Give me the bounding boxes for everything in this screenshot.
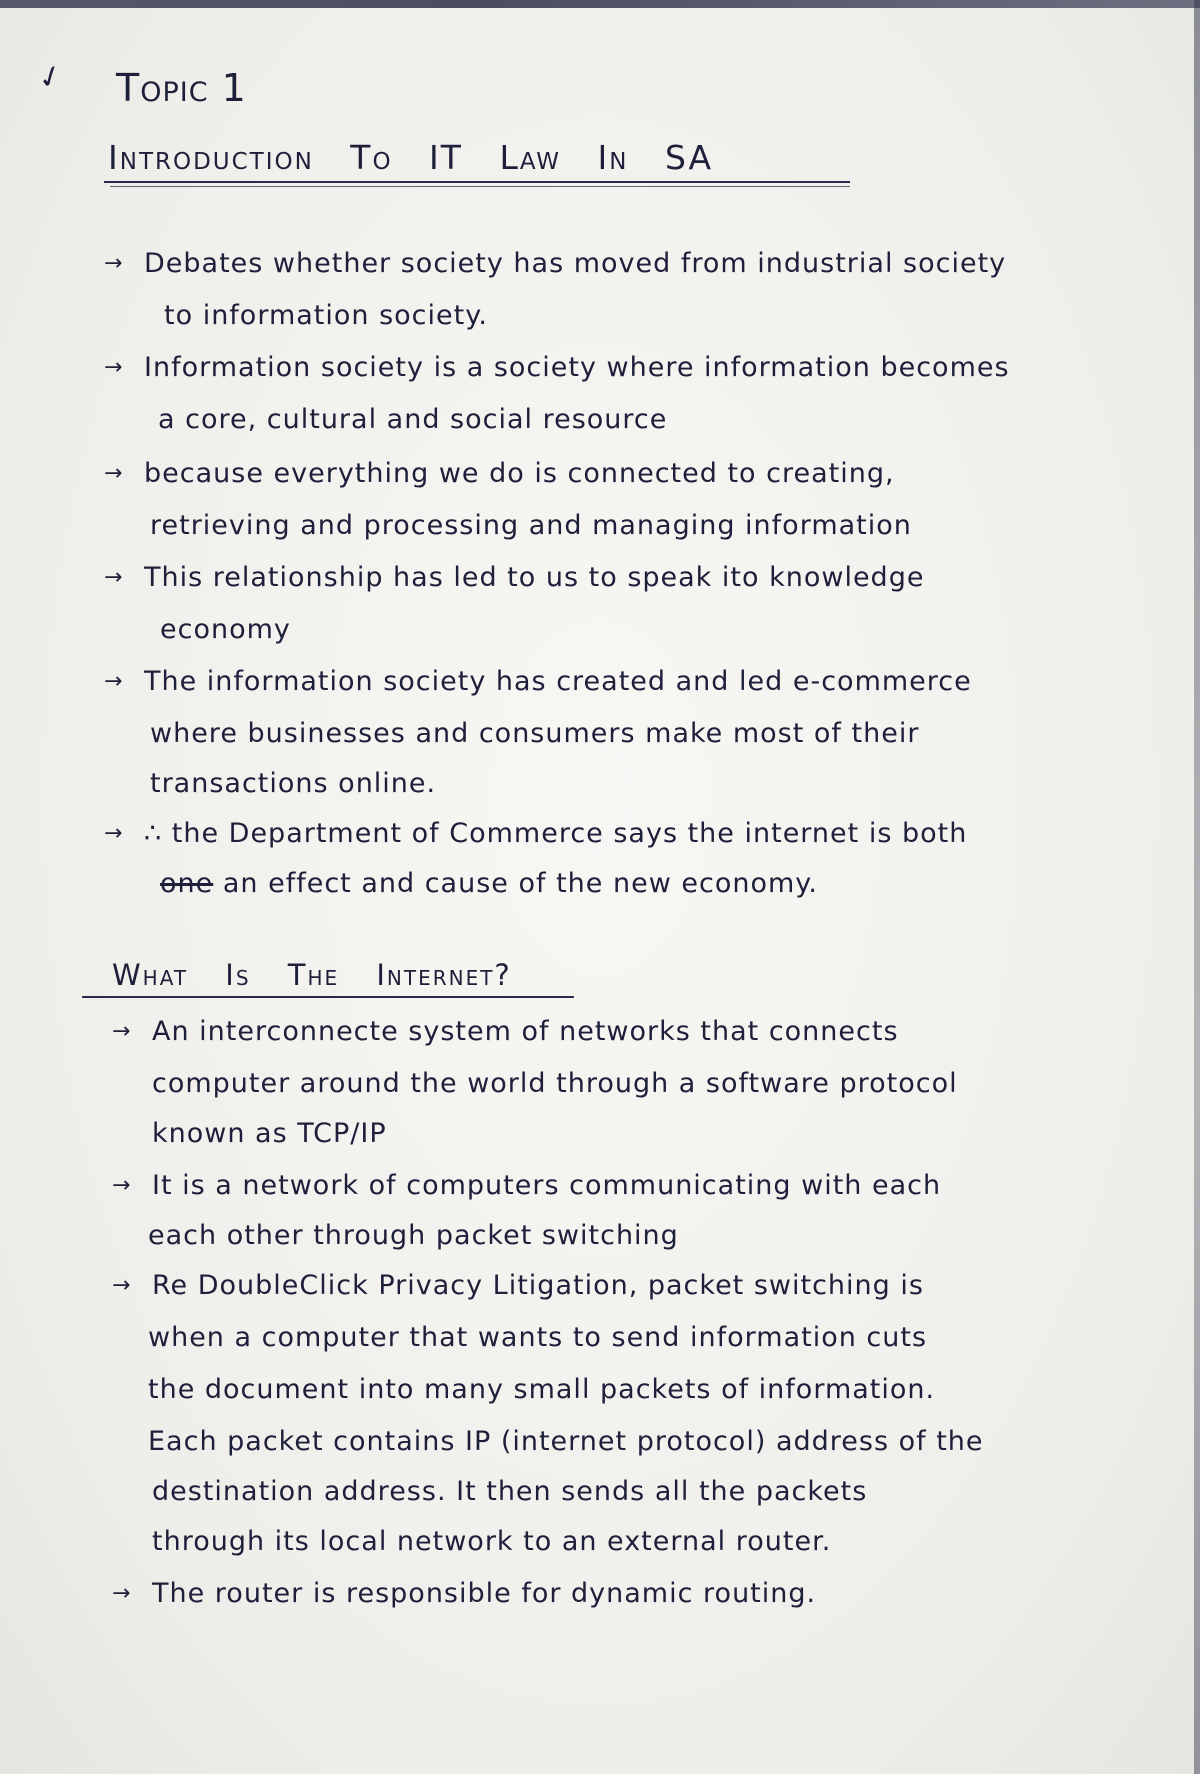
arrow-bullet-icon: → [104,821,124,846]
internet-line [112,1578,816,1614]
intro-line [150,510,912,546]
internet-line [148,1374,935,1410]
arrow-bullet-icon: → [104,355,124,380]
internet-line [152,1068,958,1104]
intro-line-text: The information society has created and led e-commerce [144,666,972,697]
internet-line-text: It is a network of computers communicating with each [152,1170,942,1201]
internet-line [112,1170,941,1206]
internet-line [112,1270,924,1306]
topic-label: Topic 1 [116,66,247,110]
intro-line-text: because everything we do is connected to creating, [144,458,895,489]
intro-line-text: retrieving and processing and managing information [150,510,912,541]
intro-line [150,768,436,804]
intro-line [160,614,291,650]
title-underline [104,181,850,183]
internet-line [152,1476,867,1512]
intro-line-text: a core, cultural and social resource [158,404,668,435]
internet-line [148,1322,927,1358]
internet-line [112,1016,899,1052]
arrow-bullet-icon: → [104,565,124,590]
intro-line [104,352,1010,388]
intro-line-text: ∴ the Department of Commerce says the internet is both [144,818,968,849]
intro-line-text: economy [160,614,291,645]
internet-line-text: when a computer that wants to send information cuts [148,1322,928,1353]
internet-line-text: Each packet contains IP (internet protocol) address of the [148,1426,984,1457]
internet-line [152,1118,387,1154]
intro-line [164,300,488,336]
tick-mark: ✓ [32,56,69,99]
arrow-bullet-icon: → [112,1581,132,1606]
intro-line [104,562,924,598]
internet-line-text: Re DoubleClick Privacy Litigation, packet switching is [152,1270,924,1301]
internet-line-text: the document into many small packets of information. [148,1374,936,1405]
page-right-edge [1194,0,1200,1774]
arrow-bullet-icon: → [112,1273,132,1298]
intro-line-text: where businesses and consumers make most of their [150,718,920,749]
intro-line-text: Debates whether society has moved from industrial society [144,248,1007,279]
intro-line-text: Information society is a society where information becomes [144,352,1010,383]
internet-line [148,1220,679,1256]
internet-line-text: The router is responsible for dynamic routing. [152,1578,817,1609]
intro-line-text: an effect and cause of the new economy. [222,868,818,899]
intro-line [104,818,967,854]
section-heading-underline [82,996,574,998]
internet-line-text: destination address. It then sends all the packets [152,1476,868,1507]
internet-line [152,1526,831,1562]
internet-line-text: An interconnecte system of networks that connects [152,1016,899,1047]
title-underline-second [110,186,850,187]
page-title: Introduction To IT Law In SA [108,138,714,177]
internet-line-text: each other through packet switching [148,1220,679,1251]
intro-line [160,868,818,904]
intro-line [158,404,667,440]
intro-line [104,458,895,494]
internet-line [148,1426,984,1462]
struck-word: one [160,868,214,899]
intro-line [104,666,972,702]
intro-line [150,718,919,754]
arrow-bullet-icon: → [104,461,124,486]
arrow-bullet-icon: → [104,251,124,276]
intro-line-text: This relationship has led to us to speak ito knowledge [144,562,925,593]
arrow-bullet-icon: → [112,1019,132,1044]
arrow-bullet-icon: → [112,1173,132,1198]
intro-line-text: to information society. [164,300,488,331]
page-top-edge [0,0,1200,8]
arrow-bullet-icon: → [104,669,124,694]
internet-line-text: known as TCP/IP [152,1118,387,1149]
internet-line-text: through its local network to an external router. [152,1526,832,1557]
intro-line [104,248,1006,284]
intro-line-text: transactions online. [150,768,437,799]
section-heading: What Is The Internet? [112,958,512,992]
internet-line-text: computer around the world through a software protocol [152,1068,958,1099]
